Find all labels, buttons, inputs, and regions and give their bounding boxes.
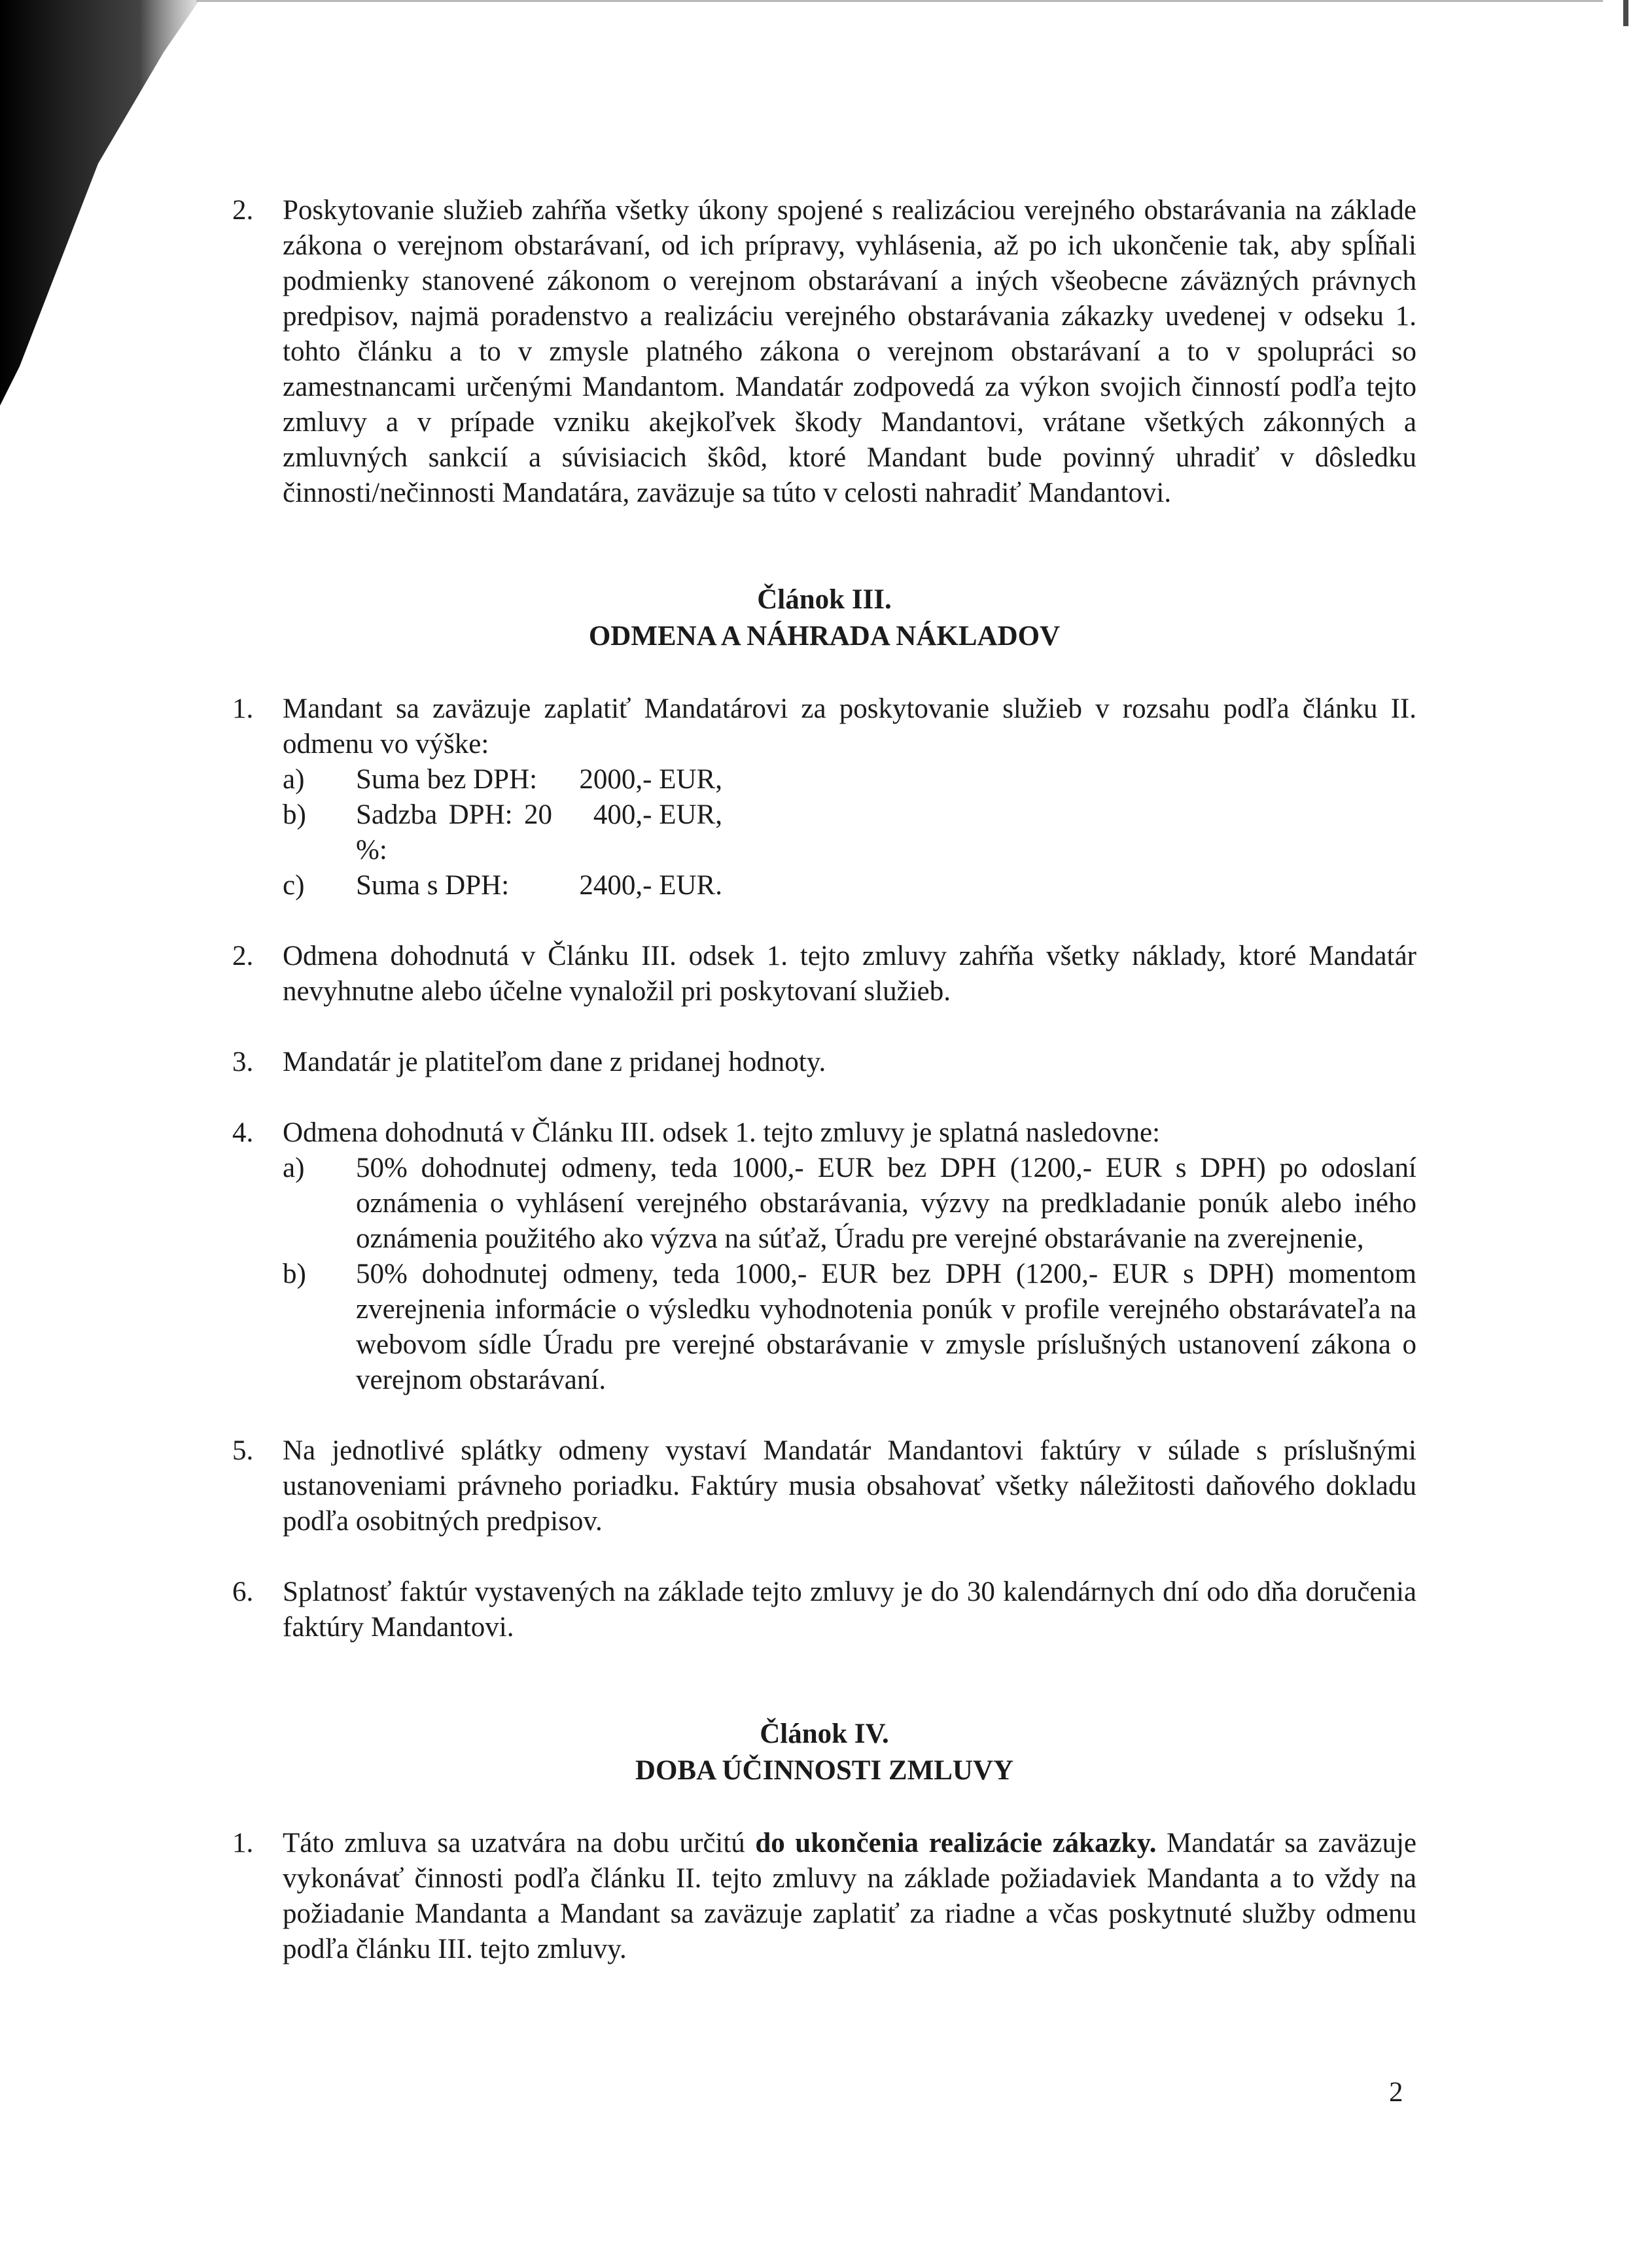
item-number: 6. — [232, 1577, 254, 1607]
item-text: Splatnosť faktúr vystavených na základe tejto zmluvy je do 30 kalendárnych dní odo dňa doručenia faktúry Mandantovi. — [283, 1577, 1416, 1643]
scan-top-edge — [196, 0, 1603, 2]
article3-title: ODMENA A NÁHRADA NÁKLADOV — [588, 621, 1061, 652]
item-text: Mandatár je platiteľom dane z pridanej hodnoty. — [283, 1047, 826, 1077]
fee-label: a) — [283, 764, 305, 795]
fee-name: Suma bez DPH: — [356, 764, 538, 795]
item-number: 1. — [232, 1828, 254, 1858]
article2-item-2 — [232, 193, 1416, 511]
article3-item-4 — [232, 1115, 1416, 1398]
article3-item-1 — [232, 691, 1416, 903]
item-number: 2. — [232, 941, 254, 971]
fee-value: 2000,- EUR, — [579, 764, 722, 795]
sub-text: 50% dohodnutej odmeny, teda 1000,- EUR bez DPH (1200,- EUR s DPH) po odoslaní oznámenia o vyhlásení verejného obstarávania, výzvy na predkladanie ponúk alebo iného oznámenia použitého ako výzva na súťaž, Úradu pre verejné obstarávanie na zverejnenie, — [356, 1153, 1416, 1254]
sub-label: b) — [283, 1259, 306, 1289]
item-number: 5. — [232, 1435, 254, 1466]
article3-item-5 — [232, 1433, 1416, 1539]
item-number: 1. — [232, 693, 254, 724]
article3-heading: Článok III. — [757, 584, 892, 615]
item-text: Poskytovanie služieb zahŕňa všetky úkony spojené s realizáciou verejného obstarávania na základe zákona o verejnom obstarávaní, od ich prípravy, vyhlásenia, až po ich ukončenie tak, aby spĺňali podmienky stanovené zákonom o verejnom obstarávaní a iných všeobecne záväzných právnych predpisov, najmä poradenstvo a realizáciu verejného obstarávania zákazky uvedenej v odseku 1. tohto článku a to v zmysle platného zákona o verejnom obstarávaní a to v spolupráci so zamestnancami určenými Mandantom. Mandatár zodpovedá za výkon svojich činností podľa tejto zmluvy a v prípade vzniku akejkoľvek škody Mandantovi, vrátane všetkých zákonných a zmluvných sankcií a súvisiacich škôd, ktoré Mandant bude povinný uhradiť v dôsledku činnosti/nečinnosti Mandatára, zaväzuje sa túto v celosti nahradiť Mandantovi. — [283, 195, 1416, 508]
scan-corner-mark — [1623, 0, 1628, 26]
article4-item-1 — [232, 1826, 1416, 1967]
sub-label: a) — [283, 1153, 305, 1183]
fee-value: 400,- EUR, — [593, 799, 722, 830]
item-number: 4. — [232, 1117, 254, 1148]
article3-item-6 — [232, 1575, 1416, 1645]
item-number: 2. — [232, 195, 254, 226]
article3-item-3 — [232, 1045, 1416, 1080]
item-text — [283, 1826, 1416, 1967]
fee-name: Suma s DPH: — [356, 870, 510, 901]
document-page — [232, 193, 1416, 1967]
article4-title: DOBA ÚČINNOSTI ZMLUVY — [635, 1755, 1014, 1786]
page-number: 2 — [1389, 2077, 1403, 2108]
article4-heading: Článok IV. — [760, 1718, 889, 1749]
item-text: Na jednotlivé splátky odmeny vystaví Mandatár Mandantovi faktúry v súlade s príslušnými ustanoveniami právneho poriadku. Faktúry musia obsahovať všetky náležitosti daňového dokladu podľa osobitných predpisov. — [283, 1435, 1416, 1537]
sub-item — [283, 1257, 1416, 1398]
article3-item-2 — [232, 939, 1416, 1009]
item-text: Odmena dohodnutá v Článku III. odsek 1. tejto zmluvy je splatná nasledovne: — [283, 1117, 1161, 1148]
item-text-end: Mandatár sa zaväzuje vykonávať činnosti podľa článku II. tejto zmluvy na základe požiadaviek Mandanta a to vždy na požiadanie Mandanta a Mandant sa zaväzuje zaplatiť za riadne a včas poskytnuté služby odmenu podľa článku III. tejto zmluvy. — [283, 1828, 1417, 1964]
item-text: Odmena dohodnutá v Článku III. odsek 1. tejto zmluvy zahŕňa všetky náklady, ktoré Mandatár nevyhnutne alebo účelne vynaložil pri poskytovaní služieb. — [283, 941, 1416, 1007]
item-number: 3. — [232, 1047, 254, 1077]
fee-row — [283, 762, 1416, 797]
fee-row — [283, 868, 1416, 903]
fee-name: Sadzba DPH: 20 %: — [356, 799, 552, 865]
item-text-bold: do ukončenia realizácie zákazky. — [755, 1828, 1157, 1858]
fee-value: 2400,- EUR. — [579, 870, 722, 901]
item-text: Mandant sa zaväzuje zaplatiť Mandatárovi za poskytovanie služieb v rozsahu podľa článku II. odmenu vo výške: — [283, 693, 1416, 759]
fee-label: c) — [283, 870, 305, 901]
item-text-start: Táto zmluva sa uzatvára na dobu určitú — [283, 1828, 756, 1858]
sub-text: 50% dohodnutej odmeny, teda 1000,- EUR bez DPH (1200,- EUR s DPH) momentom zverejnenia informácie o výsledku vyhodnotenia ponúk v profile verejného obstarávateľa na webovom sídle Úradu pre verejné obstarávanie v zmysle príslušných ustanovení zákona o verejnom obstarávaní. — [356, 1259, 1416, 1395]
fee-row — [283, 797, 1416, 868]
fee-label: b) — [283, 799, 306, 830]
sub-item — [283, 1151, 1416, 1257]
